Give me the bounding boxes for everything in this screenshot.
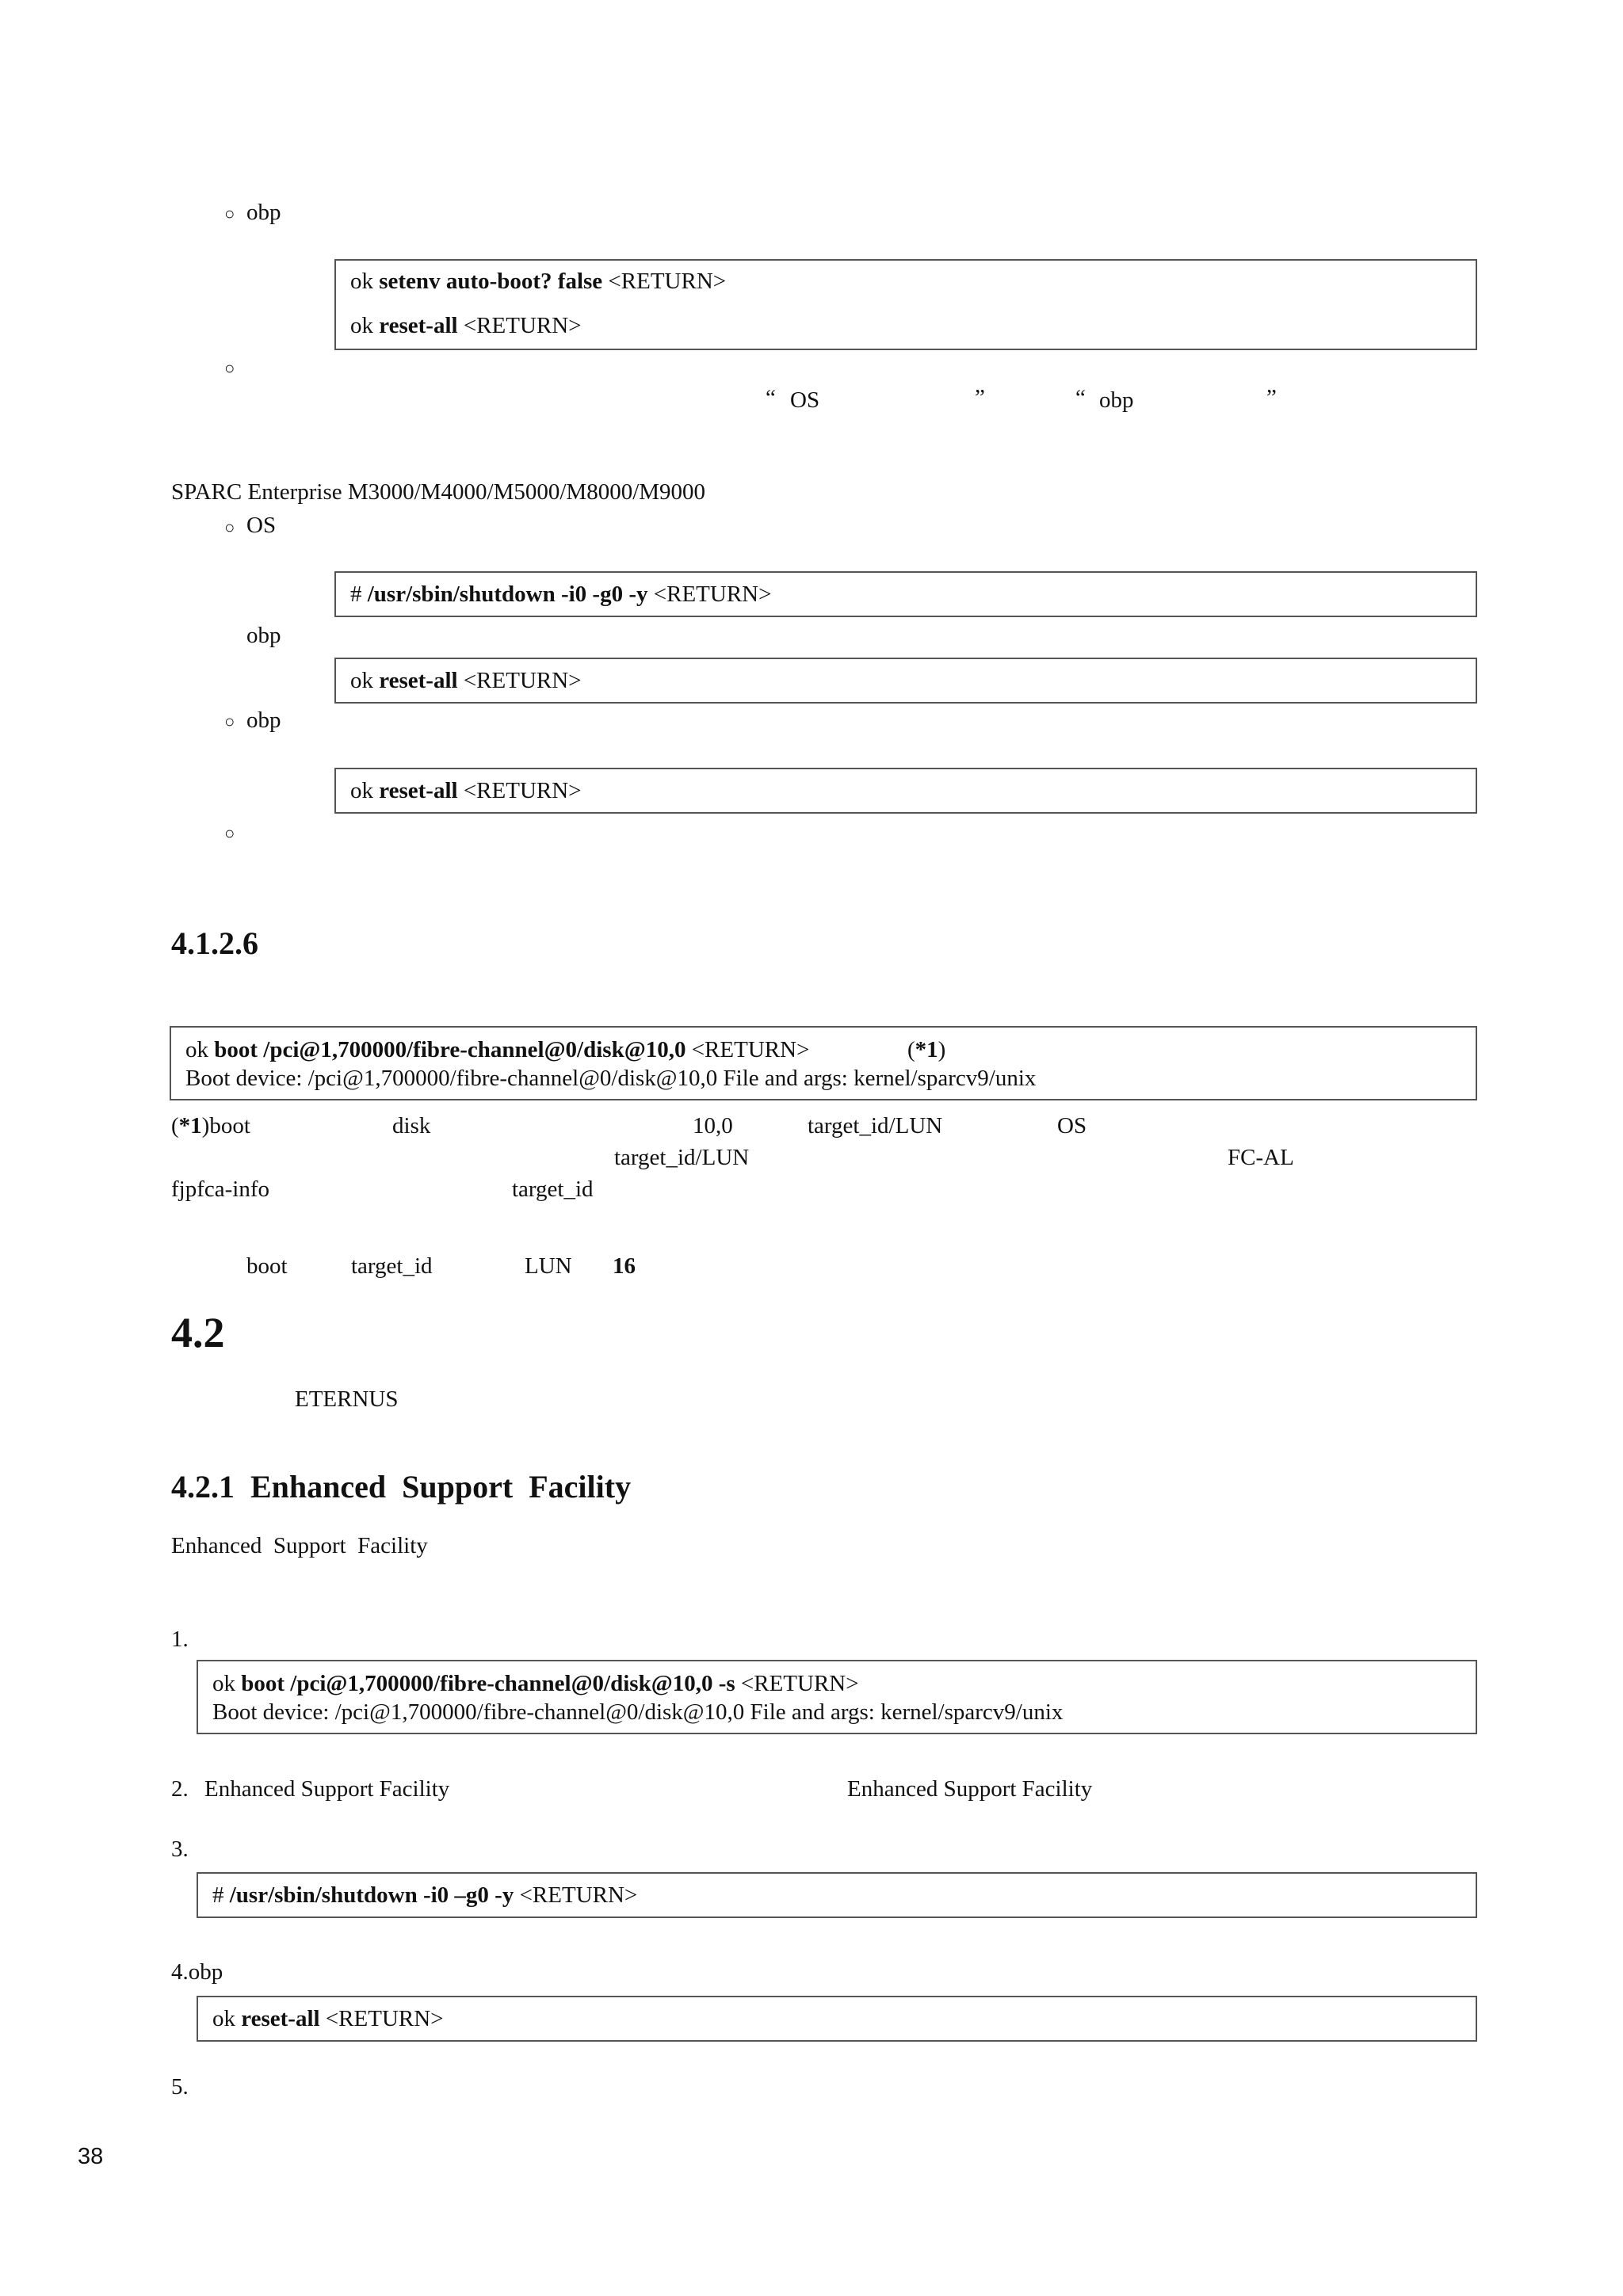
code-line-boot: ok boot /pci@1,700000/fibre-channel@0/disk@10,0 <RETURN>	[185, 1037, 810, 1062]
footnote-label: (*1)boot	[171, 1113, 250, 1138]
code-box-shutdown	[197, 1872, 1477, 1918]
code-box-boot-single	[197, 1660, 1477, 1734]
code-box-autoboot	[334, 259, 1477, 350]
code-box-shutdown	[334, 571, 1477, 617]
limit-boot: boot	[246, 1253, 288, 1279]
step-5: 5.	[171, 2074, 189, 2100]
step-2: 2.	[171, 1776, 189, 1802]
page-number: 38	[78, 2144, 104, 2169]
step-2-esf-2: Enhanced Support Facility	[847, 1776, 1093, 1802]
code-line-reset-all: ok reset-all <RETURN>	[212, 2006, 444, 2031]
note-os: OS	[1057, 1113, 1087, 1138]
heading-4-1-2-6: 4.1.2.6	[171, 925, 258, 961]
esf-intro: Enhanced Support Facility	[171, 1533, 428, 1558]
limit-lun: LUN	[525, 1253, 572, 1279]
open-quote: “	[766, 385, 776, 410]
obp-label: obp	[246, 623, 281, 648]
eternus-text: ETERNUS	[295, 1386, 399, 1412]
step-2-esf: Enhanced Support Facility	[204, 1776, 450, 1802]
code-box-reset-all	[334, 658, 1477, 704]
step-1: 1.	[171, 1627, 189, 1652]
code-box-reset-all	[334, 768, 1477, 814]
note-10-0: 10,0	[693, 1113, 733, 1138]
step-3: 3.	[171, 1836, 189, 1862]
bullet-icon: ○	[224, 517, 235, 537]
quote-obp: obp	[1099, 387, 1134, 413]
list-item-os: OS	[246, 513, 277, 538]
model-text: SPARC Enterprise M3000/M4000/M5000/M8000/M9000	[171, 479, 706, 505]
list-item-obp: obp	[246, 200, 281, 225]
code-line-reset-all: ok reset-all <RETURN>	[350, 313, 582, 338]
code-line-shutdown: # /usr/sbin/shutdown -i0 -g0 -y <RETURN>	[350, 582, 772, 607]
limit-number: 16	[613, 1253, 636, 1279]
note-disk: disk	[392, 1113, 431, 1138]
heading-4-2: 4.2	[171, 1309, 225, 1356]
open-quote: “	[1075, 385, 1086, 410]
bullet-icon: ○	[224, 358, 235, 378]
note-fjpfca-info: fjpfca-info	[171, 1177, 269, 1202]
code-line-boot-device: Boot device: /pci@1,700000/fibre-channel@0/disk@10,0 File and args: kernel/sparcv9/unix	[212, 1699, 1064, 1725]
bullet-icon: ○	[224, 711, 235, 731]
code-box-boot	[170, 1026, 1477, 1100]
bullet-icon: ○	[224, 204, 235, 223]
code-line-reset-all: ok reset-all <RETURN>	[350, 668, 582, 693]
code-line-shutdown: # /usr/sbin/shutdown -i0 –g0 -y <RETURN>	[212, 1882, 638, 1908]
step-4: 4.obp	[171, 1959, 223, 1985]
code-line-boot-s: ok boot /pci@1,700000/fibre-channel@0/disk@10,0 -s <RETURN>	[212, 1671, 859, 1696]
code-line-setenv: ok setenv auto-boot? false <RETURN>	[350, 269, 727, 294]
quote-os: OS	[790, 387, 820, 413]
bullet-icon: ○	[224, 823, 235, 843]
list-item-obp: obp	[246, 707, 281, 733]
limit-target-id: target_id	[351, 1253, 433, 1279]
note-target-id: target_id	[512, 1177, 594, 1202]
note-target-lun: target_id/LUN	[614, 1145, 750, 1170]
footnote-ref: (*1)	[907, 1037, 946, 1062]
close-quote: ”	[975, 385, 985, 410]
note-fc-al: FC-AL	[1228, 1145, 1294, 1170]
code-line-reset-all: ok reset-all <RETURN>	[350, 778, 582, 803]
heading-4-2-1: 4.2.1 Enhanced Support Facility	[171, 1469, 632, 1505]
close-quote: ”	[1266, 385, 1277, 410]
code-box-reset-all	[197, 1996, 1477, 2042]
code-line-boot-device: Boot device: /pci@1,700000/fibre-channel@0/disk@10,0 File and args: kernel/sparcv9/unix	[185, 1066, 1037, 1091]
note-target-lun: target_id/LUN	[808, 1113, 943, 1138]
